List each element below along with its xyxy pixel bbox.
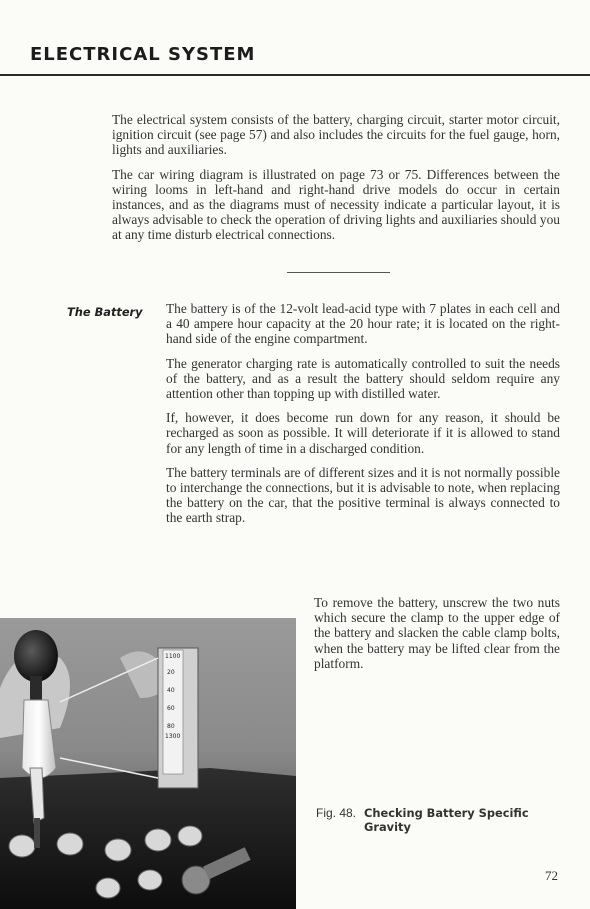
battery-removal-text <box>314 595 560 680</box>
battery-paragraph-2: The generator charging rate is automatically controlled to suit the needs of the battery, and as a result the battery should seldom require any attention other than topping up with distilled water. <box>166 355 560 402</box>
intro-section <box>112 112 560 252</box>
battery-paragraph-1: The battery is of the 12-volt lead-acid type with 7 plates in each cell and a 40 ampere hour capacity at the 20 hour rate; it is located on the right-hand side of the engine compartment. <box>166 301 560 347</box>
page-number: 72 <box>545 868 558 883</box>
figure-number: Fig. 48. <box>316 806 357 820</box>
scale-label-1300: 1300 <box>165 733 181 740</box>
scale-label-20: 20 <box>167 669 175 676</box>
figure-caption <box>316 806 566 834</box>
battery-paragraph-5: To remove the battery, unscrew the two nuts which secure the clamp to the upper edge of the battery and slacken the cable clamp bolts, when the battery may be lifted clear from the platform. <box>314 595 560 671</box>
battery-section-label: The Battery <box>67 305 143 319</box>
intro-paragraph-2: The car wiring diagram is illustrated on page 73 or 75. Differences between the wiring looms in left-hand and right-hand drive models do occur in certain instances, and as the diagrams must of necessity indicate a particular layout, it is always advisable to check the operation of driving lights and auxiliaries should you at any time disturb electrical connections. <box>112 166 560 243</box>
rubber-bulb-icon <box>14 630 58 682</box>
scale-label-60: 60 <box>167 705 175 712</box>
intro-paragraph-1: The electrical system consists of the battery, charging circuit, starter motor circuit, ignition circuit (see page 57) and also includes the circuits for the fuel gauge, horn, lights and auxiliaries. <box>112 112 560 158</box>
battery-section-text <box>166 301 560 535</box>
scale-label-40: 40 <box>167 687 175 694</box>
battery-hydrometer-photo <box>0 618 296 909</box>
battery-paragraph-4: The battery terminals are of different sizes and it is not normally possible to interchange the connections, but it is advisable to note, when replacing the battery on the car, that the positive terminal is always connected to the earth strap. <box>166 464 560 526</box>
section-divider <box>287 272 390 273</box>
figure-title: Checking Battery Specific Gravity <box>364 806 529 834</box>
scale-label-1100: 1100 <box>165 653 181 660</box>
battery-paragraph-3: If, however, it does become run down for any reason, it should be recharged as soon as possible. It will deteriorate if it is allowed to stand for any length of time in a discharged condition. <box>166 410 560 456</box>
header-rule <box>0 74 590 76</box>
scale-label-80: 80 <box>167 723 175 730</box>
page-header-title: ELECTRICAL SYSTEM <box>30 44 256 65</box>
